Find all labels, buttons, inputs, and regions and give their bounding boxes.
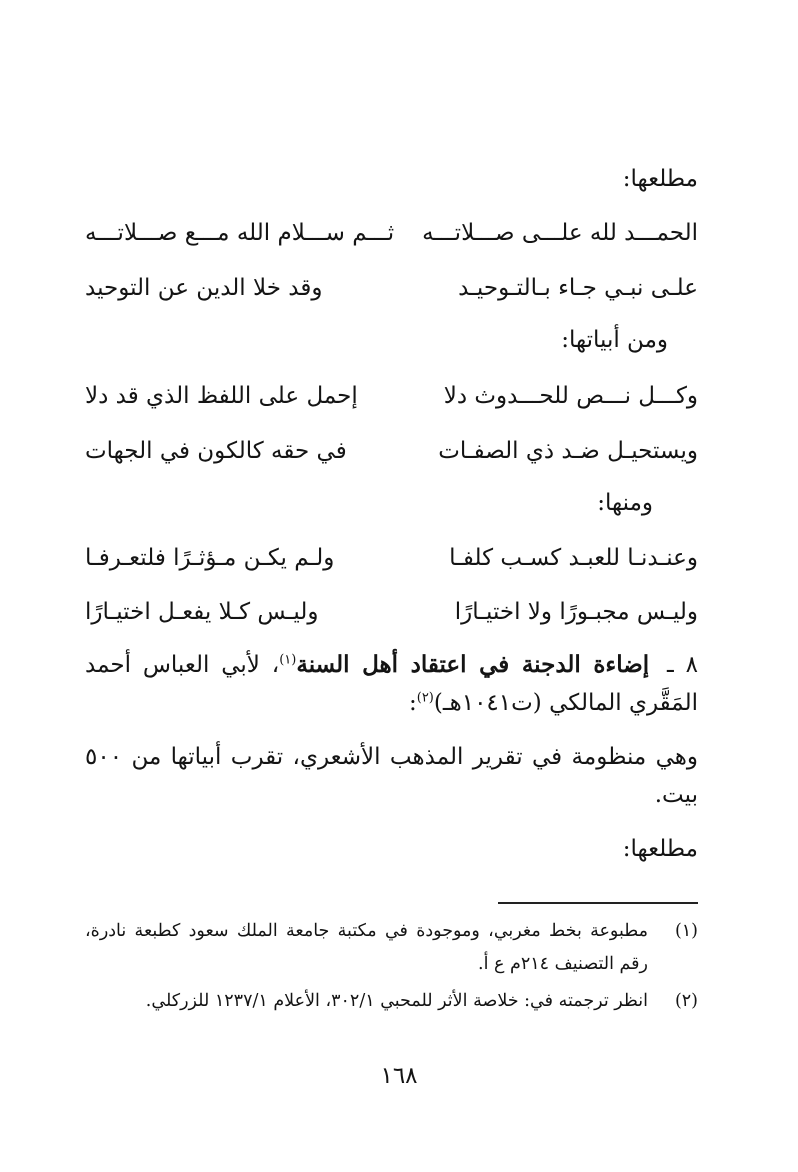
footnote-ref-2: (٢): [416, 690, 434, 706]
verse-second-hemistich: ولـم يكـن مـؤثـرًا فلتعـرفـا: [85, 545, 335, 571]
item-8-entry: [85, 646, 698, 722]
page-number: ١٦٨: [380, 1063, 418, 1089]
verse-second-hemistich: في حقه كالكون في الجهات: [85, 438, 347, 464]
footnote-item: [85, 985, 698, 1018]
line-colon: :: [408, 690, 417, 716]
verse-second-hemistich: إحمل على اللفظ الذي قد دلا: [85, 383, 358, 409]
verse-first-hemistich: وليـس مجبـورًا ولا اختيـارًا: [454, 599, 698, 625]
book-title: إضاءة الدجنة في اعتقاد أهل السنة: [296, 651, 650, 678]
verse-line: [85, 594, 698, 630]
verse-line: [85, 540, 698, 576]
description-paragraph: وهي منظومة في تقرير المذهب الأشعري، تقرب أبياتها من ٥٠٠ بيت.: [85, 744, 698, 808]
footnote-divider: [498, 902, 698, 904]
footnote-item: [85, 915, 698, 981]
author-text: ، لأبي العباس أحمد: [85, 652, 280, 678]
footnote-text: انظر ترجمته في: خلاصة الأثر للمحبي ٣٠٢/١، الأعلام ١٢٣٧/١ للزركلي.: [145, 991, 648, 1011]
author-name-date: المَقَّري المالكي (ت١٠٤١هـ): [433, 690, 698, 716]
footnote-text: مطبوعة بخط مغربي، وموجودة في مكتبة جامعة الملك سعود كطبعة نادرة، رقم التصنيف ٢١٤م ع أ.: [85, 921, 648, 974]
verse-first-hemistich: علـى نبـي جـاء بـالتـوحيـد: [458, 275, 698, 301]
item-number: ٨ ـ: [667, 652, 698, 678]
verse-line: [85, 215, 698, 251]
verse-second-hemistich: ثـــم ســـلام الله مـــع صـــلاتـــه: [85, 220, 395, 246]
footnote-marker: (٢): [674, 991, 698, 1011]
verse-second-hemistich: وقد خلا الدين عن التوحيد: [85, 275, 323, 301]
verse-first-hemistich: وعنـدنـا للعبـد كسـب كلفـا: [449, 545, 698, 571]
footnote-ref-1: (١): [279, 652, 297, 668]
verse-line: [85, 378, 698, 414]
section-label: ومنها:: [597, 490, 653, 516]
verse-second-hemistich: وليـس كـلا يفعـل اختيـارًا: [85, 599, 319, 625]
verse-line: [85, 433, 698, 469]
item-8-second-line: [85, 684, 698, 722]
item-8-first-line: [85, 646, 698, 684]
verse-first-hemistich: ويستحيـل ضـد ذي الصفـات: [438, 438, 698, 464]
opening-label: مطلعها:: [622, 836, 698, 862]
verse-first-hemistich: الحمـــد لله علـــى صـــلاتـــه: [422, 220, 698, 246]
footnote-marker: (١): [674, 921, 698, 941]
verse-line: [85, 270, 698, 306]
section-label: ومن أبياتها:: [561, 327, 668, 353]
opening-label: مطلعها:: [622, 166, 698, 192]
verse-first-hemistich: وكـــل نـــص للحـــدوث دلا: [443, 383, 698, 409]
